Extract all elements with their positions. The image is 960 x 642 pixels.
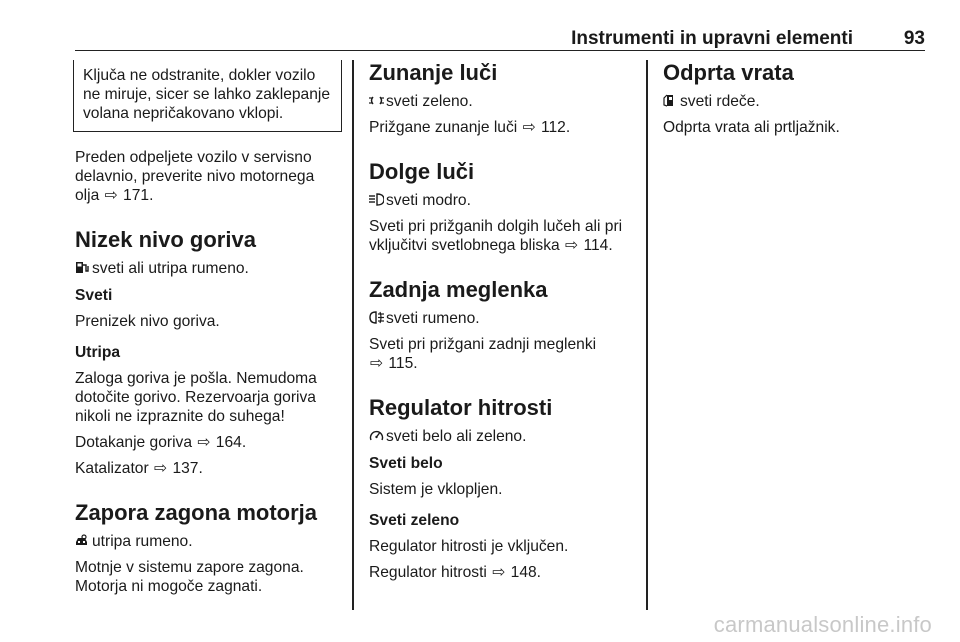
page-reference[interactable]: 112. <box>541 119 571 136</box>
cruise-belo-text: Sistem je vklopljen. <box>369 481 503 498</box>
page-reference[interactable]: 114. <box>583 237 613 254</box>
fuel-reference-2: Katalizator ⇨ 137. <box>75 460 203 477</box>
cruise-reference: Regulator hitrosti ⇨ 148. <box>369 564 541 581</box>
fuel-status: sveti ali utripa rumeno. <box>75 259 340 278</box>
heading-exterior-lights: Zunanje luči <box>369 60 498 85</box>
fuel-pump-icon <box>75 261 90 274</box>
exterior-text: Prižgane zunanje luči ⇨ 112. <box>369 119 571 136</box>
reference-arrow-icon: ⇨ <box>154 460 168 477</box>
heading-door-open: Odprta vrata <box>663 60 794 85</box>
door-text: Odprta vrata ali prtljažnik. <box>663 119 840 136</box>
car-key-icon <box>75 534 90 547</box>
notice-text: Ključa ne odstranite, dokler vozilo ne miruje, sicer se lahko zaklepanje volana nepričakovano vklopi. <box>83 67 331 122</box>
page-number: 93 <box>903 28 925 49</box>
side-lights-icon <box>369 94 384 107</box>
door-status: sveti rdeče. <box>663 92 925 111</box>
page-reference[interactable]: 137. <box>172 460 203 477</box>
heading-high-beam: Dolge luči <box>369 159 475 184</box>
column-divider <box>646 60 648 610</box>
subheading-utripa: Utripa <box>75 344 121 361</box>
door-open-icon <box>663 94 678 107</box>
watermark: carmanualsonline.info <box>713 612 932 637</box>
subheading-sveti-zeleno: Sveti zeleno <box>369 512 460 529</box>
cruise-zeleno-text: Regulator hitrosti je vključen. <box>369 538 569 555</box>
immobilizer-text: Motnje v sistemu zapore zagona. Motorja ni mogoče zagnati. <box>75 559 304 595</box>
page-reference[interactable]: 115. <box>388 355 418 372</box>
heading-fuel: Nizek nivo goriva <box>75 227 256 252</box>
fuel-sveti-text: Prenizek nivo goriva. <box>75 313 220 330</box>
high-beam-text: Sveti pri prižganih dolgih lučeh ali pri vključitvi svetlobnega bliska ⇨ 114. <box>369 218 623 254</box>
subheading-sveti-belo: Sveti belo <box>369 455 443 472</box>
rear-fog-icon <box>369 311 384 324</box>
reference-arrow-icon: ⇨ <box>565 237 579 254</box>
page-reference[interactable]: 148. <box>510 564 541 581</box>
fuel-reference-1: Dotakanje goriva ⇨ 164. <box>75 434 247 451</box>
cruise-control-icon <box>369 429 384 442</box>
page-reference[interactable]: 171. <box>123 187 154 204</box>
reference-arrow-icon: ⇨ <box>370 355 384 372</box>
high-beam-icon <box>369 193 384 206</box>
reference-arrow-icon: ⇨ <box>492 564 506 581</box>
column-2 <box>369 60 634 589</box>
fuel-utripa-text: Zaloga goriva je pošla. Nemudoma dotočite gorivo. Rezervoarja goriva nikoli ne izpraznite do suhega! <box>75 370 317 425</box>
page-reference[interactable]: 164. <box>215 434 247 451</box>
intro-paragraph: Preden odpeljete vozilo v servisno delavnio, preverite nivo motornega olja ⇨ 171. <box>75 149 315 204</box>
reference-arrow-icon: ⇨ <box>104 187 118 204</box>
reference-arrow-icon: ⇨ <box>522 119 536 136</box>
cruise-status: sveti belo ali zeleno. <box>369 427 634 446</box>
rear-fog-text: Sveti pri prižgani zadnji meglenki ⇨ 115. <box>369 336 597 372</box>
reference-arrow-icon: ⇨ <box>197 434 211 451</box>
page-title: Instrumenti in upravni elementi <box>571 28 853 49</box>
column-1 <box>75 60 340 603</box>
heading-rear-fog: Zadnja meglenka <box>369 277 548 302</box>
column-divider <box>352 60 354 610</box>
notice-box <box>73 60 342 132</box>
high-beam-status: sveti modro. <box>369 191 634 210</box>
rear-fog-status: sveti rumeno. <box>369 309 634 328</box>
immobilizer-status: utripa rumeno. <box>75 532 340 551</box>
heading-immobilizer: Zapora zagona motorja <box>75 500 318 525</box>
subheading-sveti: Sveti <box>75 287 113 304</box>
exterior-status: sveti zeleno. <box>369 92 634 111</box>
heading-cruise-control: Regulator hitrosti <box>369 395 553 420</box>
page-header <box>75 28 925 51</box>
column-3 <box>663 60 925 144</box>
